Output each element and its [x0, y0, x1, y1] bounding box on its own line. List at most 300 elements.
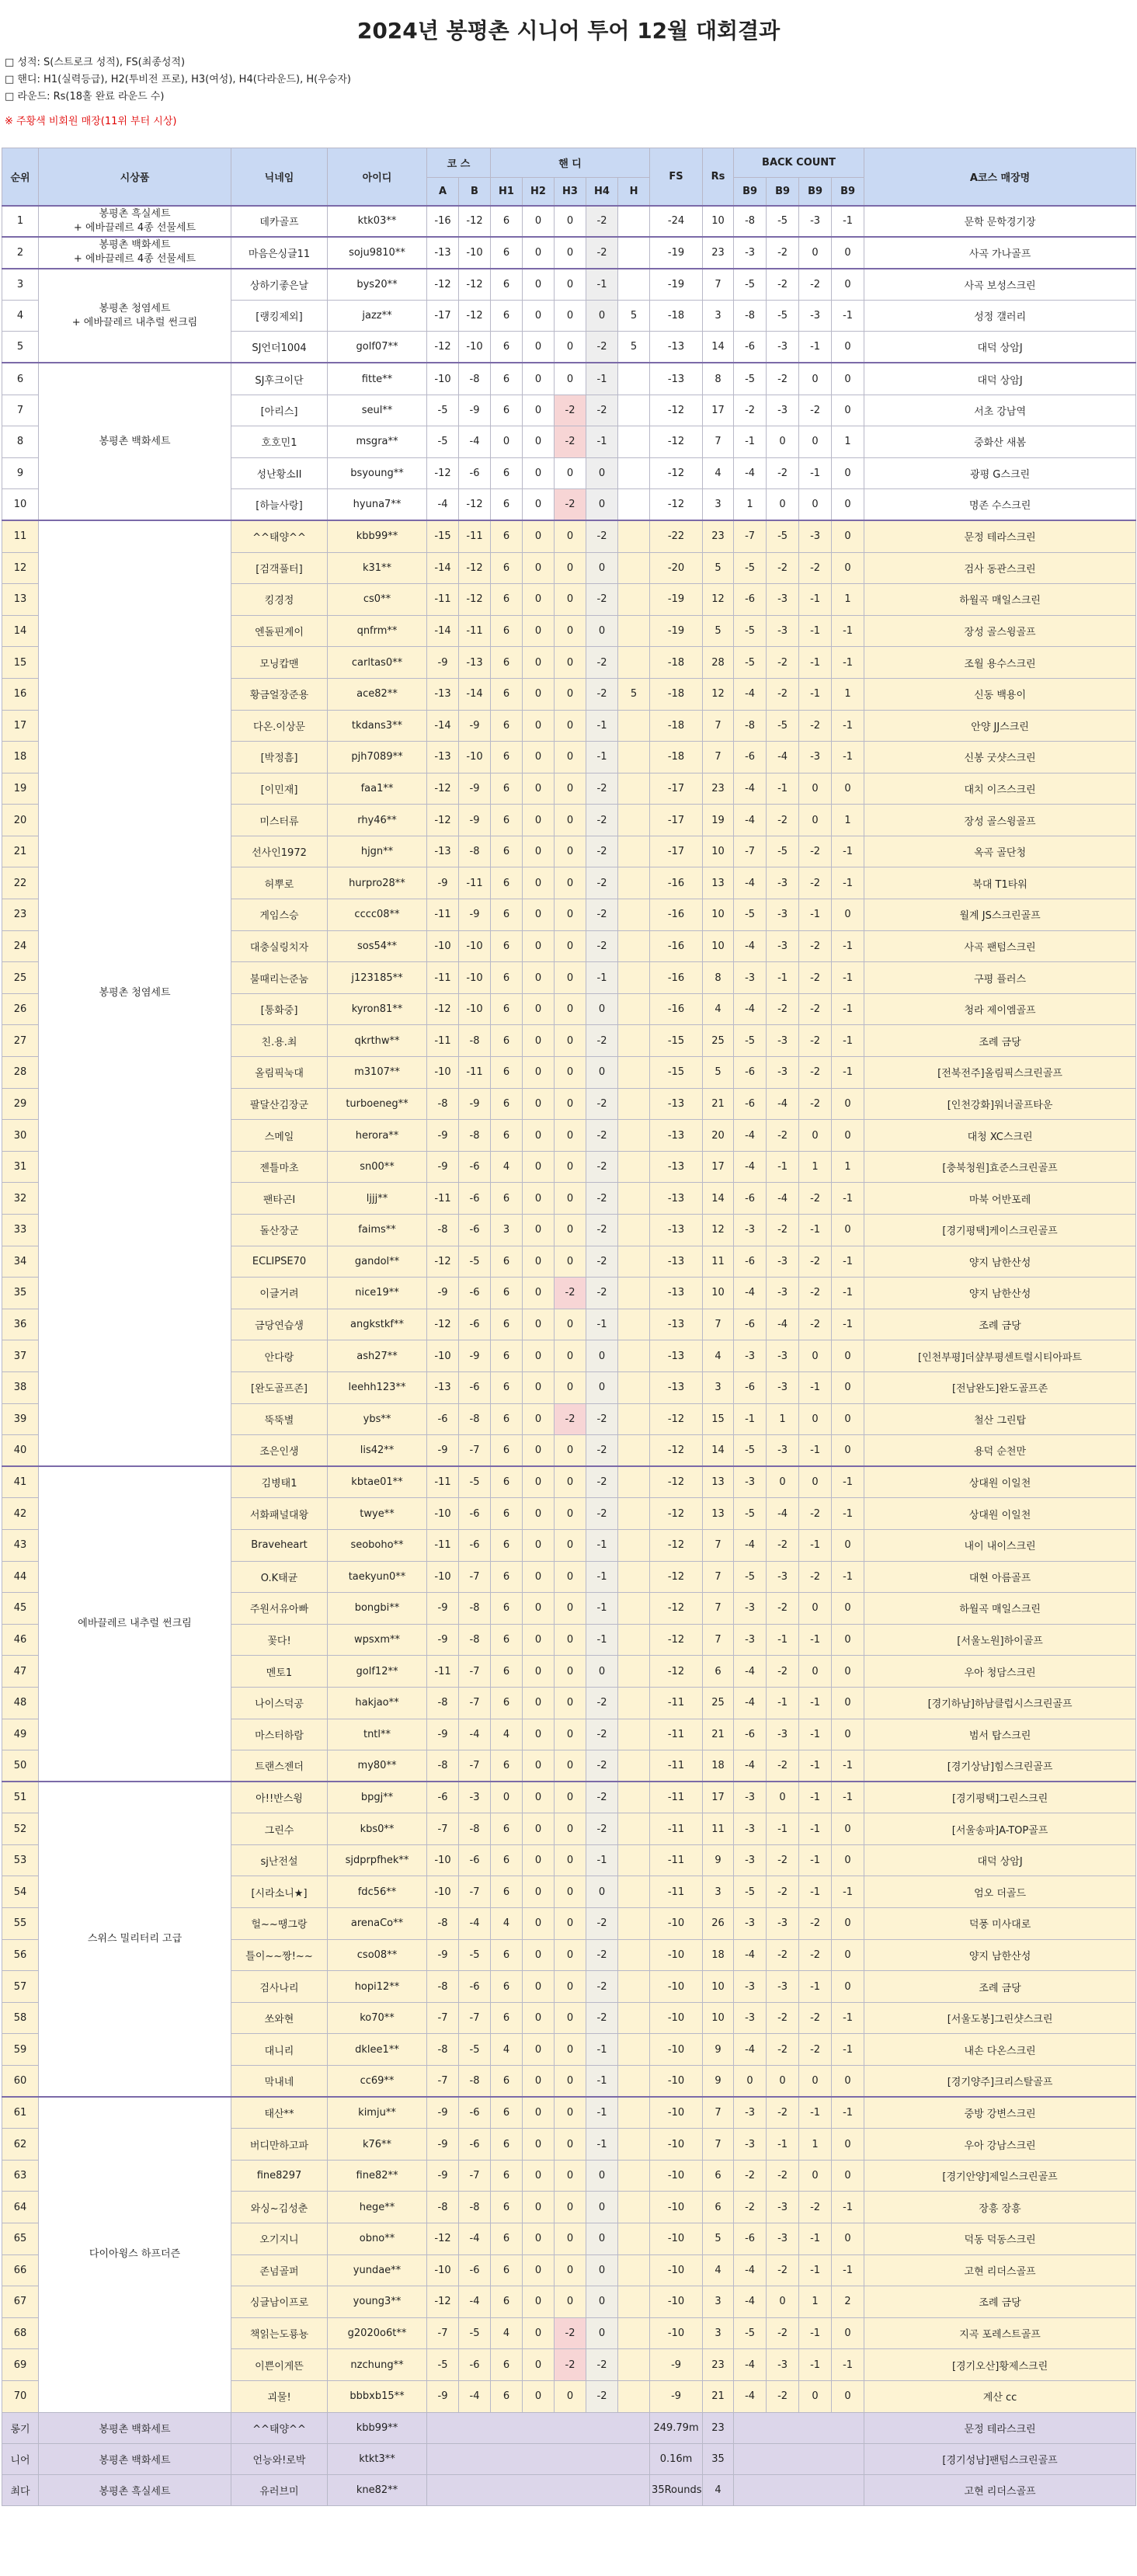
cell-h1: 6: [491, 395, 523, 426]
cell-course-b: -7: [459, 1876, 491, 1908]
cell-b9-1: -4: [734, 457, 767, 489]
cell-rs: 4: [703, 2254, 734, 2286]
cell-h2: 0: [523, 1088, 555, 1120]
cell-fs: -15: [650, 1057, 703, 1089]
cell-store: 안양 JJ스크린: [864, 710, 1136, 742]
cell-b9-2: -3: [767, 1246, 799, 1278]
cell-rank: 9: [2, 457, 39, 489]
cell-b9-1: -2: [734, 395, 767, 426]
cell-h3: -2: [555, 1403, 586, 1435]
cell-h3: 0: [555, 2286, 586, 2318]
cell-b9-4: -1: [832, 647, 864, 679]
cell-b9-1: -4: [734, 1939, 767, 1971]
cell-rank: 4: [2, 300, 39, 332]
cell-h3: 0: [555, 773, 586, 805]
cell-h3: 0: [555, 1876, 586, 1908]
cell-fs: -11: [650, 1782, 703, 1813]
cell-h2: 0: [523, 1278, 555, 1309]
cell-rank: 70: [2, 2380, 39, 2412]
cell-h1: 6: [491, 930, 523, 962]
cell-fs: -10: [650, 1908, 703, 1940]
cell-h2: 0: [523, 2286, 555, 2318]
cell-b9-3: -3: [799, 520, 832, 552]
cell-h1: 6: [491, 2349, 523, 2381]
cell-id: ybs**: [328, 1403, 427, 1435]
cell-course-a: -13: [427, 836, 459, 867]
cell-fs: -11: [650, 1876, 703, 1908]
cell-course-a: -10: [427, 1561, 459, 1593]
cell-h2: 0: [523, 1876, 555, 1908]
cell-h2: 0: [523, 2129, 555, 2161]
cell-b9-3: -2: [799, 1057, 832, 1089]
cell-h3: 0: [555, 1246, 586, 1278]
cell-nick: 성난황소II: [231, 457, 328, 489]
cell-rank: 13: [2, 584, 39, 616]
cell-b9-2: -2: [767, 1876, 799, 1908]
cell-h: [618, 647, 650, 679]
cell-h: [618, 1246, 650, 1278]
cell-h1: 6: [491, 1057, 523, 1089]
cell-course-b: -11: [459, 867, 491, 899]
cell-h: [618, 426, 650, 458]
cell-rs: 10: [703, 1278, 734, 1309]
cell-rs: 11: [703, 1813, 734, 1845]
cell-b9-1: -4: [734, 773, 767, 805]
cell-fs: -11: [650, 1844, 703, 1876]
cell-prize: 봉평촌 청염세트: [39, 520, 231, 1466]
cell-b9-1: -4: [734, 2034, 767, 2066]
cell-store: 장성 골스윙골프: [864, 805, 1136, 836]
cell-h1: 3: [491, 1215, 523, 1246]
cell-rs: 3: [703, 1876, 734, 1908]
cell-fs: -16: [650, 867, 703, 899]
cell-id: seoboho**: [328, 1529, 427, 1561]
cell-h2: 0: [523, 899, 555, 931]
cell-h: [618, 1025, 650, 1057]
cell-rs: 7: [703, 1624, 734, 1656]
cell-b9-2: -2: [767, 1529, 799, 1561]
cell-h: [618, 710, 650, 742]
cell-id: nice19**: [328, 1278, 427, 1309]
cell-b9-4: -1: [832, 1561, 864, 1593]
cell-b9-4: -1: [832, 206, 864, 238]
award-nick: 유러브미: [231, 2474, 328, 2505]
cell-fs: -16: [650, 899, 703, 931]
cell-h2: 0: [523, 1246, 555, 1278]
cell-nick: 대니리: [231, 2034, 328, 2066]
cell-rank: 63: [2, 2160, 39, 2192]
cell-b9-1: -3: [734, 1844, 767, 1876]
cell-rank: 61: [2, 2097, 39, 2129]
cell-b9-1: -4: [734, 930, 767, 962]
cell-h2: 0: [523, 773, 555, 805]
cell-h2: 0: [523, 1151, 555, 1183]
cell-store: 광평 G스크린: [864, 457, 1136, 489]
cell-course-a: -13: [427, 742, 459, 773]
cell-b9-3: -1: [799, 2223, 832, 2255]
cell-id: young3**: [328, 2286, 427, 2318]
award-rs: 35: [703, 2443, 734, 2474]
cell-course-b: -14: [459, 678, 491, 710]
cell-course-a: -10: [427, 2254, 459, 2286]
cell-h: [618, 1498, 650, 1530]
cell-store: 우아 강남스크린: [864, 2129, 1136, 2161]
cell-b9-3: -2: [799, 1939, 832, 1971]
cell-store: 조례 금당: [864, 1025, 1136, 1057]
cell-id: k76**: [328, 2129, 427, 2161]
cell-rs: 9: [703, 1844, 734, 1876]
cell-course-b: -3: [459, 1782, 491, 1813]
cell-store: 신봉 굿샷스크린: [864, 742, 1136, 773]
cell-h: [618, 2034, 650, 2066]
cell-b9-3: 0: [799, 363, 832, 395]
cell-b9-4: 0: [832, 2129, 864, 2161]
cell-course-b: -9: [459, 899, 491, 931]
cell-h: [618, 1908, 650, 1940]
cell-course-b: -8: [459, 2066, 491, 2098]
cell-rs: 12: [703, 584, 734, 616]
cell-rs: 6: [703, 2192, 734, 2223]
cell-nick: 허뿌로: [231, 867, 328, 899]
cell-b9-3: -1: [799, 1371, 832, 1403]
cell-id: herora**: [328, 1120, 427, 1152]
cell-h3: 0: [555, 1466, 586, 1498]
cell-h2: 0: [523, 489, 555, 521]
cell-rank: 18: [2, 742, 39, 773]
cell-nick: 버디만하고파: [231, 2129, 328, 2161]
results-body: [2, 206, 1136, 2506]
cell-h1: 6: [491, 993, 523, 1025]
cell-nick: 서화패널대왕: [231, 1498, 328, 1530]
cell-nick: 게임스승: [231, 899, 328, 931]
cell-b9-2: -3: [767, 1435, 799, 1467]
cell-fs: -10: [650, 1971, 703, 2003]
cell-h1: 6: [491, 647, 523, 679]
cell-course-a: -12: [427, 1246, 459, 1278]
cell-course-a: -16: [427, 206, 459, 238]
cell-fs: -13: [650, 332, 703, 363]
cell-id: golf12**: [328, 1656, 427, 1688]
cell-b9-4: 0: [832, 2223, 864, 2255]
cell-h3: 0: [555, 1498, 586, 1530]
cell-nick: 팬타곤I: [231, 1183, 328, 1215]
cell-course-a: -11: [427, 1656, 459, 1688]
award-prize: 봉평촌 흑실세트: [39, 2474, 231, 2505]
cell-course-b: -4: [459, 1719, 491, 1750]
cell-b9-3: -1: [799, 1813, 832, 1845]
cell-b9-4: 0: [832, 1719, 864, 1750]
cell-course-a: -12: [427, 2223, 459, 2255]
cell-h2: 0: [523, 1466, 555, 1498]
cell-h4: -1: [586, 1593, 618, 1625]
cell-b9-2: 0: [767, 489, 799, 521]
cell-h2: 0: [523, 1309, 555, 1340]
cell-id: carltas0**: [328, 647, 427, 679]
cell-h: [618, 1813, 650, 1845]
cell-b9-3: -1: [799, 899, 832, 931]
cell-b9-1: -6: [734, 332, 767, 363]
cell-h2: 0: [523, 1435, 555, 1467]
cell-fs: -18: [650, 678, 703, 710]
cell-h: [618, 805, 650, 836]
cell-course-b: -7: [459, 1435, 491, 1467]
cell-rank: 16: [2, 678, 39, 710]
cell-h2: 0: [523, 552, 555, 584]
table-row: [2, 2097, 1136, 2129]
cell-rank: 8: [2, 426, 39, 458]
cell-b9-2: -3: [767, 615, 799, 647]
cell-id: fitte**: [328, 363, 427, 395]
cell-b9-4: -1: [832, 710, 864, 742]
cell-b9-4: 0: [832, 1340, 864, 1372]
cell-course-a: -12: [427, 2286, 459, 2318]
cell-h4: 0: [586, 2223, 618, 2255]
cell-h: [618, 2317, 650, 2349]
cell-id: hopi12**: [328, 1971, 427, 2003]
cell-rank: 54: [2, 1876, 39, 1908]
cell-id: ash27**: [328, 1340, 427, 1372]
cell-h3: 0: [555, 1340, 586, 1372]
cell-h4: -2: [586, 867, 618, 899]
cell-course-a: -14: [427, 615, 459, 647]
cell-rank: 31: [2, 1151, 39, 1183]
cell-store: 장성 골스윙골프: [864, 615, 1136, 647]
cell-h1: 6: [491, 1120, 523, 1152]
note-handicap: □ 핸디: H1(실력등급), H2(투비전 프로), H3(여성), H4(다라운드), H(우승자): [5, 74, 351, 85]
cell-nick: 친.용.최: [231, 1025, 328, 1057]
cell-h4: -1: [586, 710, 618, 742]
cell-id: bpgj**: [328, 1782, 427, 1813]
cell-b9-4: 0: [832, 1813, 864, 1845]
cell-id: ko70**: [328, 2002, 427, 2034]
cell-fs: -13: [650, 1278, 703, 1309]
cell-nick: 쏘와현: [231, 2002, 328, 2034]
cell-rs: 7: [703, 710, 734, 742]
cell-nick: 존넘골퍼: [231, 2254, 328, 2286]
cell-rs: 28: [703, 647, 734, 679]
cell-course-a: -9: [427, 1593, 459, 1625]
cell-b9-2: 0: [767, 1466, 799, 1498]
cell-nick: SJ후크이단: [231, 363, 328, 395]
cell-rank: 24: [2, 930, 39, 962]
cell-b9-2: -3: [767, 1371, 799, 1403]
cell-h: [618, 2349, 650, 2381]
cell-h1: 4: [491, 2317, 523, 2349]
cell-rank: 51: [2, 1782, 39, 1813]
cell-store: 철산 그린탑: [864, 1403, 1136, 1435]
cell-rs: 9: [703, 2034, 734, 2066]
cell-h2: 0: [523, 1498, 555, 1530]
cell-b9-2: -3: [767, 930, 799, 962]
cell-nick: 모닝캅맨: [231, 647, 328, 679]
cell-course-b: -6: [459, 1971, 491, 2003]
cell-h3: 0: [555, 300, 586, 332]
cell-h4: -2: [586, 836, 618, 867]
notes: [0, 54, 1137, 130]
header-rank: 순위: [2, 148, 39, 206]
cell-b9-4: -1: [832, 962, 864, 994]
cell-h1: 6: [491, 2223, 523, 2255]
cell-b9-2: -3: [767, 584, 799, 616]
award-id: ktkt3**: [328, 2443, 427, 2474]
cell-nick: [박정흠]: [231, 742, 328, 773]
cell-course-a: -11: [427, 1183, 459, 1215]
cell-b9-4: -1: [832, 2002, 864, 2034]
cell-rs: 6: [703, 2160, 734, 2192]
cell-course-b: -8: [459, 836, 491, 867]
cell-course-b: -8: [459, 1120, 491, 1152]
cell-b9-3: -2: [799, 836, 832, 867]
cell-b9-3: -1: [799, 2317, 832, 2349]
header-b: B: [459, 178, 491, 206]
cell-b9-2: -5: [767, 206, 799, 238]
cell-b9-4: -1: [832, 1025, 864, 1057]
cell-b9-1: -4: [734, 993, 767, 1025]
cell-store: 검사 동관스크린: [864, 552, 1136, 584]
cell-b9-2: -2: [767, 805, 799, 836]
cell-h3: 0: [555, 1656, 586, 1688]
cell-h4: -2: [586, 1215, 618, 1246]
cell-id: hege**: [328, 2192, 427, 2223]
cell-id: bongbi**: [328, 1593, 427, 1625]
cell-nick: [랭킹제외]: [231, 300, 328, 332]
cell-store: 성정 갤러리: [864, 300, 1136, 332]
cell-prize: 스위스 밀리터리 고급: [39, 1782, 231, 2097]
cell-b9-1: -2: [734, 2192, 767, 2223]
cell-h: [618, 206, 650, 238]
table-row: [2, 237, 1136, 269]
header-h: H: [618, 178, 650, 206]
cell-nick: 대충실링치자: [231, 930, 328, 962]
note-score: □ 성적: S(스트로크 성적), FS(최종성적): [5, 57, 186, 68]
cell-course-a: -11: [427, 962, 459, 994]
cell-h: [618, 1624, 650, 1656]
cell-h: [618, 1529, 650, 1561]
cell-course-b: -4: [459, 426, 491, 458]
header-id: 아이디: [328, 148, 427, 206]
cell-b9-2: -2: [767, 269, 799, 301]
cell-id: soju9810**: [328, 237, 427, 269]
cell-store: 사곡 팬텀스크린: [864, 930, 1136, 962]
cell-fs: -13: [650, 1246, 703, 1278]
header-rs: Rs: [703, 148, 734, 206]
cell-h1: 6: [491, 1278, 523, 1309]
cell-h4: -2: [586, 805, 618, 836]
cell-h1: 6: [491, 1813, 523, 1845]
cell-b9-2: -1: [767, 1813, 799, 1845]
cell-b9-2: -2: [767, 1656, 799, 1688]
cell-rank: 60: [2, 2066, 39, 2098]
cell-rank: 32: [2, 1183, 39, 1215]
cell-h: [618, 1687, 650, 1719]
cell-course-a: -9: [427, 1278, 459, 1309]
cell-fs: -20: [650, 552, 703, 584]
cell-course-b: -9: [459, 805, 491, 836]
cell-nick: 호호민1: [231, 426, 328, 458]
cell-b9-1: -6: [734, 2223, 767, 2255]
cell-nick: 나이스덕공: [231, 1687, 328, 1719]
cell-b9-4: 0: [832, 552, 864, 584]
cell-prize: 봉평촌 흑실세트 + 에바끌레르 4종 선물세트: [39, 206, 231, 238]
cell-store: [경기평택]그린스크린: [864, 1782, 1136, 1813]
cell-course-b: -8: [459, 1624, 491, 1656]
cell-h1: 6: [491, 237, 523, 269]
cell-rs: 19: [703, 805, 734, 836]
cell-h3: -2: [555, 426, 586, 458]
cell-course-b: -7: [459, 2160, 491, 2192]
cell-course-b: -9: [459, 1340, 491, 1372]
cell-course-b: -6: [459, 2254, 491, 2286]
cell-rs: 23: [703, 237, 734, 269]
cell-b9-1: -4: [734, 867, 767, 899]
cell-h3: 0: [555, 1057, 586, 1089]
cell-course-b: -6: [459, 2129, 491, 2161]
cell-b9-2: -2: [767, 1593, 799, 1625]
cell-course-a: -10: [427, 363, 459, 395]
cell-h3: 0: [555, 678, 586, 710]
cell-h3: 0: [555, 805, 586, 836]
cell-b9-1: -3: [734, 1624, 767, 1656]
cell-b9-2: -2: [767, 552, 799, 584]
cell-rs: 7: [703, 269, 734, 301]
cell-h: [618, 2160, 650, 2192]
cell-fs: -11: [650, 1813, 703, 1845]
cell-h2: 0: [523, 930, 555, 962]
cell-nick: 불때리는준눔: [231, 962, 328, 994]
cell-h2: 0: [523, 1844, 555, 1876]
cell-b9-1: -4: [734, 1687, 767, 1719]
cell-h2: 0: [523, 678, 555, 710]
cell-b9-3: -2: [799, 1246, 832, 1278]
cell-h: [618, 1057, 650, 1089]
cell-rank: 40: [2, 1435, 39, 1467]
cell-rank: 44: [2, 1561, 39, 1593]
cell-rs: 13: [703, 1466, 734, 1498]
cell-course-a: -12: [427, 993, 459, 1025]
cell-h: [618, 520, 650, 552]
cell-store: [인천부평]더샾부평센트럴시티아파트: [864, 1340, 1136, 1372]
table-row: [2, 520, 1136, 552]
cell-store: 하월곡 매일스크린: [864, 1593, 1136, 1625]
cell-h: [618, 962, 650, 994]
cell-id: turboeneg**: [328, 1088, 427, 1120]
cell-store: 상대원 이일천: [864, 1498, 1136, 1530]
cell-b9-4: -1: [832, 1183, 864, 1215]
cell-rs: 5: [703, 615, 734, 647]
cell-id: angkstkf**: [328, 1309, 427, 1340]
cell-h: [618, 1183, 650, 1215]
cell-nick: 꽃다!: [231, 1624, 328, 1656]
cell-b9-4: 0: [832, 2380, 864, 2412]
cell-h: [618, 993, 650, 1025]
cell-store: 대현 아름골프: [864, 1561, 1136, 1593]
cell-rs: 3: [703, 2286, 734, 2318]
cell-fs: -10: [650, 2286, 703, 2318]
cell-h4: -2: [586, 1908, 618, 1940]
cell-h2: 0: [523, 2097, 555, 2129]
cell-course-b: -8: [459, 2192, 491, 2223]
cell-fs: -16: [650, 993, 703, 1025]
cell-h4: 0: [586, 1057, 618, 1089]
cell-fs: -17: [650, 805, 703, 836]
cell-b9-4: -1: [832, 1876, 864, 1908]
cell-b9-4: 0: [832, 1088, 864, 1120]
cell-fs: -10: [650, 2192, 703, 2223]
cell-course-a: -10: [427, 1057, 459, 1089]
cell-b9-1: -4: [734, 678, 767, 710]
cell-b9-2: -2: [767, 647, 799, 679]
cell-b9-2: -4: [767, 1309, 799, 1340]
